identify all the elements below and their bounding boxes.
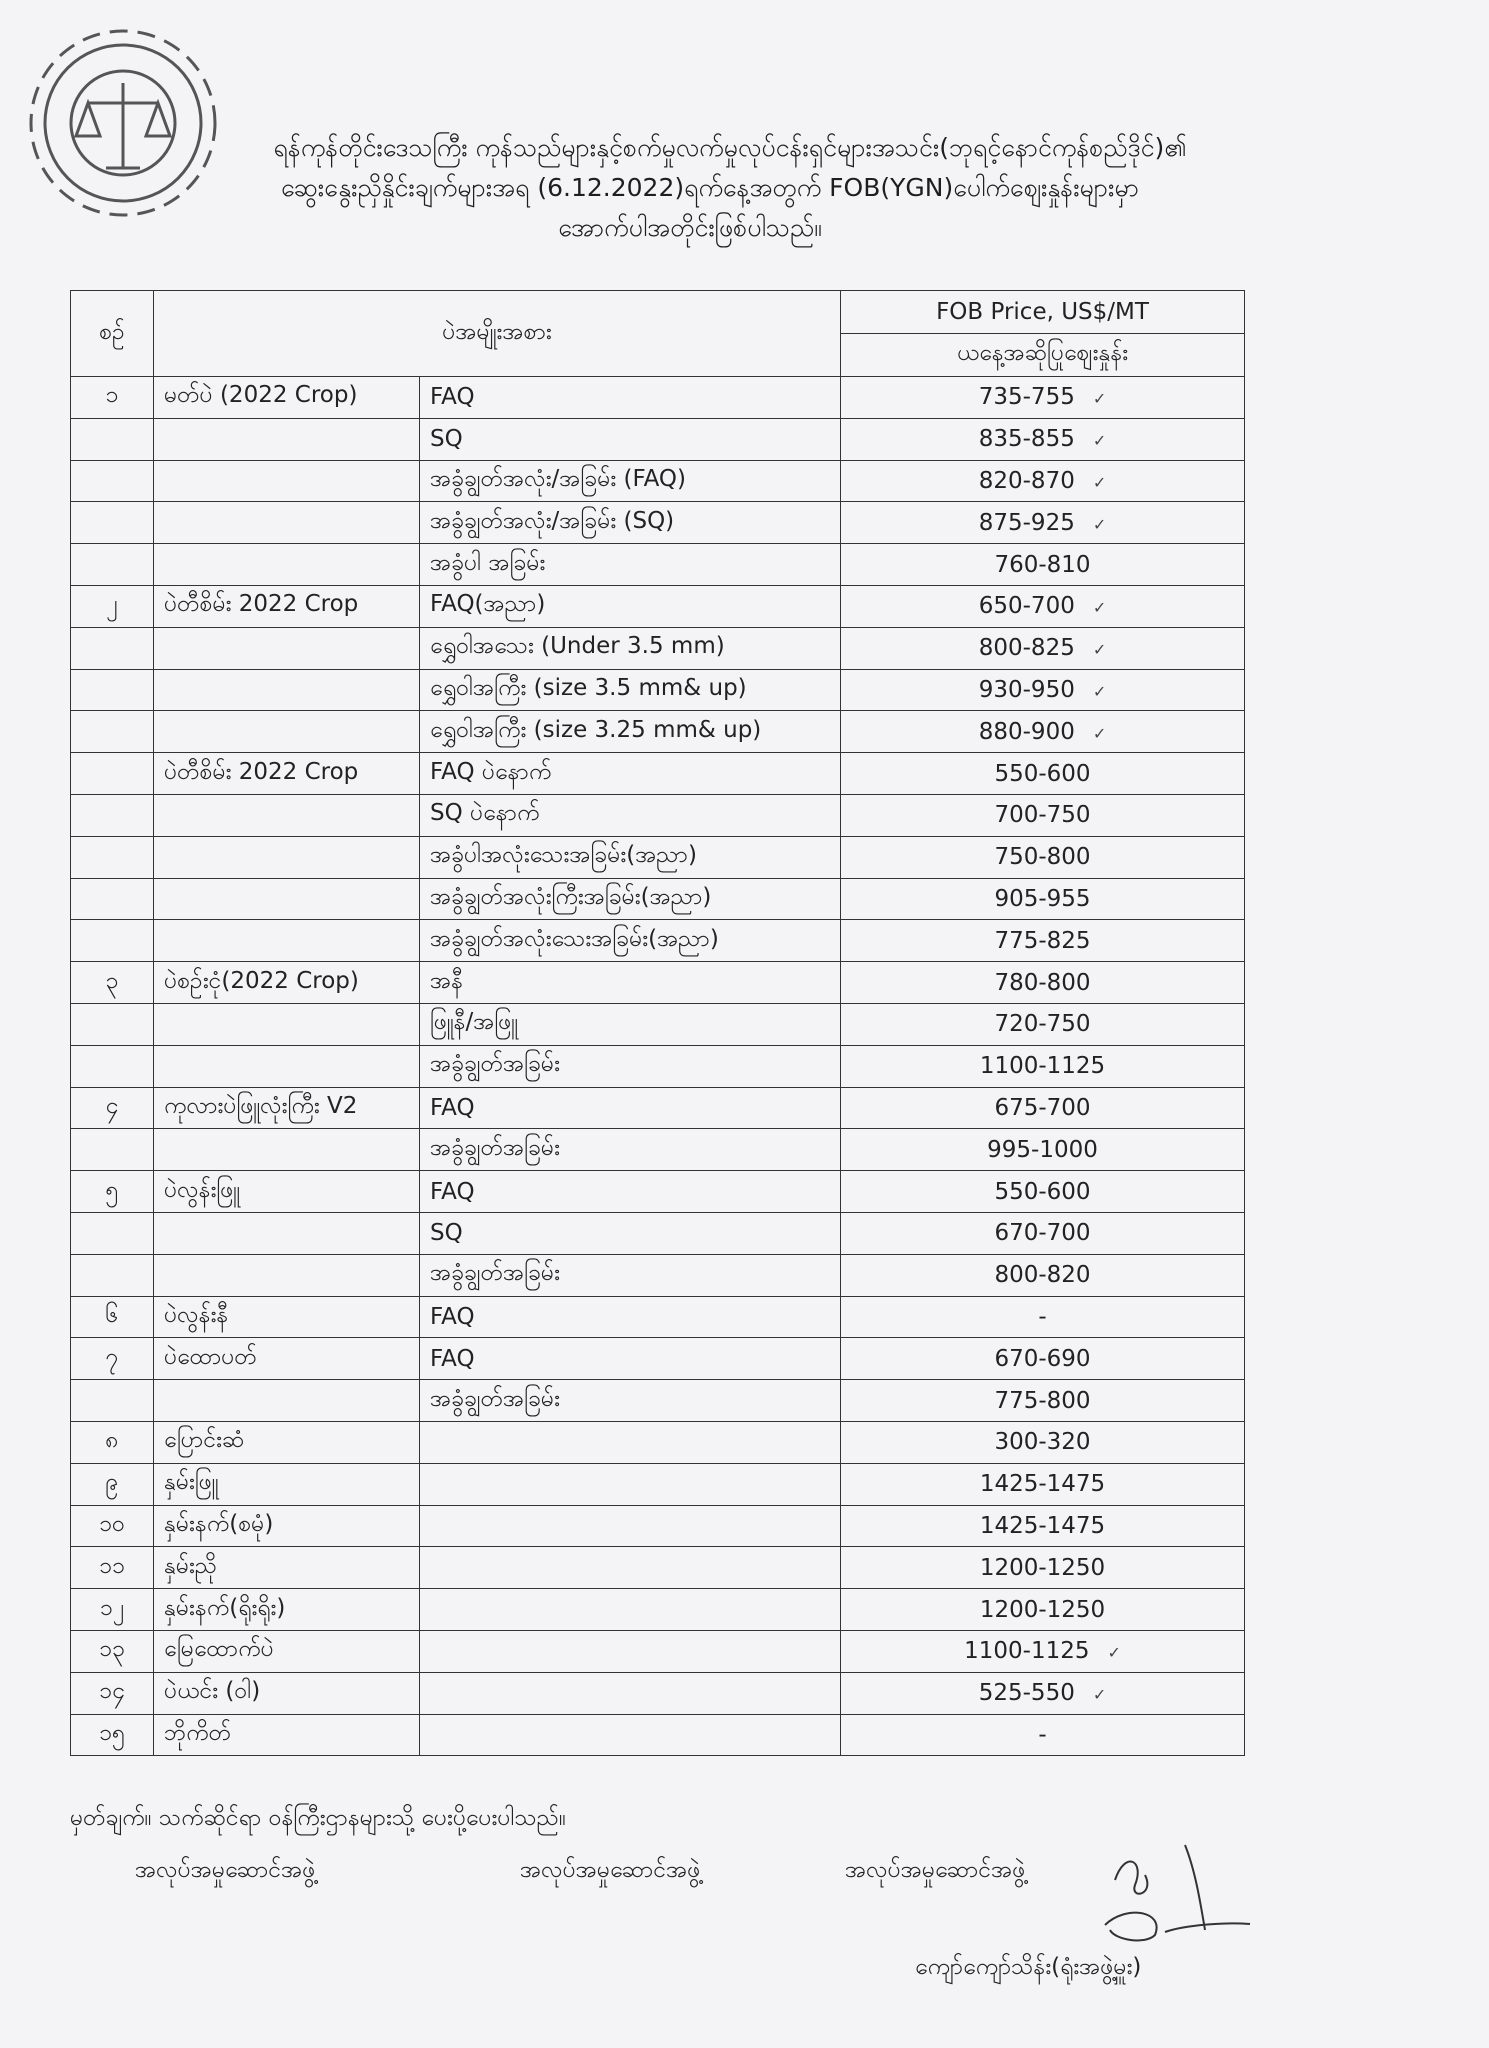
row-price-text: 650-700 bbox=[978, 593, 1075, 620]
row-category bbox=[154, 627, 420, 669]
header-line-3: အောက်ပါအတိုင်းဖြစ်ပါသည်။ bbox=[558, 213, 822, 242]
row-price-text: 775-825 bbox=[994, 927, 1091, 954]
row-price bbox=[841, 1505, 1245, 1547]
document-header bbox=[100, 128, 1280, 248]
header-line-2: ဆွေးနွေးညှိနှိုင်းချက်များအရ (6.12.2022)ရက်နေ့အတွက် FOB(YGN)ပေါက်ဈေးနှုန်းများမှာ bbox=[281, 173, 1139, 202]
row-grade bbox=[420, 1547, 841, 1589]
row-price bbox=[841, 1045, 1245, 1087]
row-grade bbox=[420, 753, 841, 795]
header-line-1: ရန်ကုန်တိုင်းဒေသကြီး ကုန်သည်များနှင့်စက်မှုလက်မှုလုပ်ငန်းရှင်များအသင်း(ဘုရင့်နောင်ကုန်စည်ဒိုင်)၏ bbox=[273, 133, 1187, 162]
row-price-text: 760-810 bbox=[994, 551, 1091, 578]
row-grade bbox=[420, 1714, 841, 1756]
table-row bbox=[71, 627, 1245, 669]
row-price-text: 800-820 bbox=[994, 1262, 1091, 1289]
row-number bbox=[71, 585, 154, 627]
table-row bbox=[71, 1212, 1245, 1254]
column-header-no: စဉ် bbox=[71, 291, 154, 377]
table-row bbox=[71, 1003, 1245, 1045]
signature-label-1: အလုပ်အမှုဆောင်အဖွဲ့ bbox=[135, 1857, 316, 1883]
signer-name: ကျော်ကျော်သိန်း(ရုံးအဖွဲ့မှူး) bbox=[915, 1954, 1142, 1980]
row-grade-text: ရွှေဝါအကြီး (size 3.5 mm& up) bbox=[430, 674, 747, 701]
row-category bbox=[154, 1212, 420, 1254]
row-category-text: ပြောင်းဆံ bbox=[164, 1427, 245, 1454]
row-number-text: ၈ bbox=[105, 1427, 119, 1454]
row-grade-text: FAQ bbox=[430, 1094, 475, 1121]
table-row bbox=[71, 836, 1245, 878]
row-price-text: 1100-1125 bbox=[964, 1638, 1090, 1665]
row-grade-text: အခွံချွတ်အခြမ်း bbox=[430, 1385, 560, 1412]
check-mark-icon: ✓ bbox=[1092, 389, 1107, 409]
row-grade bbox=[420, 585, 841, 627]
row-grade bbox=[420, 544, 841, 586]
check-mark-icon: ✓ bbox=[1092, 431, 1107, 451]
row-number bbox=[71, 1171, 154, 1213]
row-number-text: ၁၂ bbox=[99, 1594, 125, 1621]
row-number bbox=[71, 1296, 154, 1338]
table-row bbox=[71, 669, 1245, 711]
row-category bbox=[154, 1338, 420, 1380]
row-price-text: 800-825 bbox=[978, 635, 1075, 662]
row-price bbox=[841, 627, 1245, 669]
row-grade bbox=[420, 1505, 841, 1547]
row-category-text: ပဲယင်း (ဝါ) bbox=[164, 1678, 261, 1705]
row-number bbox=[71, 1505, 154, 1547]
row-category-text: ဘိုကိတ် bbox=[164, 1719, 232, 1746]
row-category bbox=[154, 544, 420, 586]
row-grade bbox=[420, 1003, 841, 1045]
row-price-text: 775-800 bbox=[994, 1387, 1091, 1414]
row-category bbox=[154, 794, 420, 836]
row-number bbox=[71, 669, 154, 711]
row-number bbox=[71, 502, 154, 544]
table-row bbox=[71, 1296, 1245, 1338]
row-number bbox=[71, 920, 154, 962]
row-price bbox=[841, 1338, 1245, 1380]
check-mark-icon: ✓ bbox=[1107, 1643, 1121, 1663]
table-row bbox=[71, 502, 1245, 544]
column-header-price-sub: ယနေ့အဆိုပြုဈေးနှုန်း bbox=[841, 334, 1245, 377]
table-row bbox=[71, 1463, 1245, 1505]
row-price-text: 1200-1250 bbox=[979, 1596, 1106, 1623]
row-price bbox=[841, 1212, 1245, 1254]
row-category-text: နှမ်းဖြူ bbox=[164, 1469, 219, 1496]
check-mark-icon: ✓ bbox=[1092, 1685, 1107, 1705]
row-grade bbox=[420, 1338, 841, 1380]
row-category bbox=[154, 1045, 420, 1087]
row-category bbox=[154, 377, 420, 419]
row-category bbox=[154, 711, 420, 753]
row-category bbox=[154, 1589, 420, 1631]
row-category bbox=[154, 669, 420, 711]
row-grade-text: အနီ bbox=[430, 967, 464, 994]
row-price bbox=[841, 544, 1245, 586]
check-mark-icon: ✓ bbox=[1092, 723, 1107, 743]
row-grade-text: SQ ပဲနောက် bbox=[430, 800, 540, 827]
row-grade bbox=[420, 711, 841, 753]
row-price bbox=[841, 1630, 1245, 1672]
row-number bbox=[71, 1087, 154, 1129]
row-price-text: - bbox=[1038, 1303, 1047, 1330]
row-price-text: 780-800 bbox=[994, 969, 1091, 996]
row-grade bbox=[420, 418, 841, 460]
row-price-text: 670-700 bbox=[994, 1220, 1091, 1247]
row-category bbox=[154, 836, 420, 878]
row-price bbox=[841, 1380, 1245, 1422]
row-price bbox=[841, 920, 1245, 962]
row-category bbox=[154, 460, 420, 502]
row-grade-text: FAQ bbox=[430, 1345, 475, 1372]
row-grade bbox=[420, 627, 841, 669]
row-category-text: နှမ်းညို bbox=[164, 1552, 218, 1579]
row-number bbox=[71, 1212, 154, 1254]
check-mark-icon: ✓ bbox=[1092, 681, 1107, 701]
row-number bbox=[71, 460, 154, 502]
row-grade bbox=[420, 1171, 841, 1213]
row-category-text: ပဲတီစိမ်း 2022 Crop bbox=[164, 591, 359, 618]
row-grade bbox=[420, 836, 841, 878]
row-category bbox=[154, 753, 420, 795]
column-header-item: ပဲအမျိုးအစား bbox=[154, 291, 841, 377]
row-category bbox=[154, 1672, 420, 1714]
table-row bbox=[71, 920, 1245, 962]
row-category bbox=[154, 1463, 420, 1505]
row-price bbox=[841, 1129, 1245, 1171]
row-price bbox=[841, 585, 1245, 627]
table-row bbox=[71, 1171, 1245, 1213]
table-row bbox=[71, 418, 1245, 460]
row-grade bbox=[420, 962, 841, 1004]
row-grade bbox=[420, 1045, 841, 1087]
row-price bbox=[841, 377, 1245, 419]
row-number bbox=[71, 1254, 154, 1296]
row-price-text: 930-950 bbox=[978, 676, 1075, 703]
row-category bbox=[154, 1714, 420, 1756]
row-grade bbox=[420, 1129, 841, 1171]
row-price bbox=[841, 711, 1245, 753]
row-price-text: 670-690 bbox=[994, 1345, 1091, 1372]
footer-note: မှတ်ချက်။ သက်ဆိုင်ရာ ဝန်ကြီးဌာနများသို့ ပေးပို့ပေးပါသည်။ bbox=[70, 1805, 566, 1831]
price-table bbox=[70, 290, 1245, 1756]
row-price bbox=[841, 878, 1245, 920]
row-grade bbox=[420, 377, 841, 419]
row-grade bbox=[420, 1630, 841, 1672]
row-category bbox=[154, 920, 420, 962]
table-row bbox=[71, 1505, 1245, 1547]
row-grade-text: FAQ ပဲနောက် bbox=[430, 758, 552, 785]
row-number-text: ၂ bbox=[106, 591, 118, 618]
row-price bbox=[841, 1296, 1245, 1338]
table-row bbox=[71, 962, 1245, 1004]
row-price-text: 875-925 bbox=[978, 509, 1075, 536]
row-price-text: - bbox=[1038, 1721, 1047, 1748]
table-row bbox=[71, 1589, 1245, 1631]
row-category-text: ပဲလွန်းနီ bbox=[164, 1301, 229, 1328]
row-category-text: နှမ်းနက်(ရိုးရိုး) bbox=[164, 1594, 286, 1621]
row-number-text: ၁ bbox=[105, 382, 119, 409]
row-number-text: ၁၄ bbox=[99, 1678, 125, 1705]
row-price-text: 905-955 bbox=[994, 885, 1091, 912]
row-number bbox=[71, 794, 154, 836]
row-grade-text: အခွံပါ အခြမ်း bbox=[430, 549, 546, 576]
row-category bbox=[154, 1129, 420, 1171]
row-price bbox=[841, 962, 1245, 1004]
row-price bbox=[841, 669, 1245, 711]
row-grade bbox=[420, 1672, 841, 1714]
row-grade-text: အခွံချွတ်အခြမ်း bbox=[430, 1051, 560, 1078]
row-grade-text: FAQ(အညာ) bbox=[430, 591, 546, 618]
row-price-text: 700-750 bbox=[994, 802, 1091, 829]
price-table-body bbox=[71, 377, 1245, 1756]
row-price-text: 1100-1125 bbox=[979, 1053, 1106, 1080]
row-number bbox=[71, 1421, 154, 1463]
row-price bbox=[841, 1672, 1245, 1714]
row-number bbox=[71, 1589, 154, 1631]
row-grade bbox=[420, 878, 841, 920]
row-grade bbox=[420, 1087, 841, 1129]
row-grade-text: FAQ bbox=[430, 1178, 475, 1205]
row-number bbox=[71, 627, 154, 669]
row-number bbox=[71, 1463, 154, 1505]
row-price bbox=[841, 460, 1245, 502]
row-category-text: ပဲတီစိမ်း 2022 Crop bbox=[164, 758, 359, 785]
table-row bbox=[71, 1254, 1245, 1296]
row-number-text: ၁၅ bbox=[99, 1719, 125, 1746]
row-grade-text: အခွံချွတ်အလုံး/အခြမ်း (FAQ) bbox=[430, 465, 686, 492]
row-category bbox=[154, 1630, 420, 1672]
row-number bbox=[71, 377, 154, 419]
row-price bbox=[841, 1589, 1245, 1631]
row-category bbox=[154, 962, 420, 1004]
row-category-text: ပဲထောပတ် bbox=[164, 1343, 257, 1370]
handwritten-signature bbox=[1085, 1840, 1255, 1950]
row-price bbox=[841, 1003, 1245, 1045]
row-category bbox=[154, 1505, 420, 1547]
row-price-text: 525-550 bbox=[978, 1680, 1075, 1707]
table-row bbox=[71, 1714, 1245, 1756]
row-category bbox=[154, 878, 420, 920]
table-row bbox=[71, 794, 1245, 836]
row-price-text: 1200-1250 bbox=[979, 1554, 1106, 1581]
row-number bbox=[71, 753, 154, 795]
row-price-text: 550-600 bbox=[994, 760, 1091, 787]
row-grade-text: SQ bbox=[430, 1220, 463, 1247]
check-mark-icon: ✓ bbox=[1092, 514, 1107, 534]
row-number-text: ၁၃ bbox=[99, 1636, 125, 1663]
row-number bbox=[71, 1630, 154, 1672]
row-price-text: 300-320 bbox=[994, 1429, 1091, 1456]
row-price bbox=[841, 1421, 1245, 1463]
row-number bbox=[71, 962, 154, 1004]
row-number bbox=[71, 544, 154, 586]
row-number-text: ၁၀ bbox=[99, 1510, 125, 1537]
row-grade bbox=[420, 1254, 841, 1296]
row-grade bbox=[420, 1380, 841, 1422]
row-price bbox=[841, 1714, 1245, 1756]
row-category-text: ပဲစဉ်းငုံ(2022 Crop) bbox=[164, 967, 359, 994]
row-price bbox=[841, 836, 1245, 878]
row-number-text: ၄ bbox=[105, 1092, 119, 1119]
table-row bbox=[71, 1547, 1245, 1589]
row-grade-text: ဖြူနီ/အဖြူ bbox=[430, 1009, 519, 1036]
row-grade bbox=[420, 669, 841, 711]
check-mark-icon: ✓ bbox=[1092, 472, 1107, 492]
signature-label-2: အလုပ်အမှုဆောင်အဖွဲ့ bbox=[520, 1857, 701, 1883]
row-number bbox=[71, 1045, 154, 1087]
row-number-text: ၆ bbox=[105, 1301, 119, 1328]
row-price-text: 835-855 bbox=[978, 426, 1075, 453]
row-price bbox=[841, 502, 1245, 544]
row-number bbox=[71, 1003, 154, 1045]
row-number bbox=[71, 711, 154, 753]
row-grade bbox=[420, 1463, 841, 1505]
column-header-price: FOB Price, US$/MT bbox=[841, 291, 1245, 334]
row-category bbox=[154, 1003, 420, 1045]
row-grade-text: အခွံချွတ်အခြမ်း bbox=[430, 1260, 560, 1287]
row-price-text: 750-800 bbox=[994, 844, 1091, 871]
row-price-text: 820-870 bbox=[978, 467, 1075, 494]
row-grade bbox=[420, 1296, 841, 1338]
row-price-text: 1425-1475 bbox=[979, 1512, 1106, 1539]
row-number bbox=[71, 1672, 154, 1714]
row-price-text: 550-600 bbox=[994, 1178, 1091, 1205]
row-grade bbox=[420, 502, 841, 544]
row-number-text: ၅ bbox=[105, 1176, 119, 1203]
row-price-text: 720-750 bbox=[994, 1011, 1091, 1038]
row-number-text: ၃ bbox=[105, 967, 119, 994]
row-grade-text: FAQ bbox=[430, 1303, 475, 1330]
row-grade bbox=[420, 1589, 841, 1631]
row-category bbox=[154, 502, 420, 544]
row-category-text: မြေထောက်ပဲ bbox=[164, 1636, 274, 1663]
row-grade bbox=[420, 920, 841, 962]
table-row bbox=[71, 711, 1245, 753]
table-row bbox=[71, 1421, 1245, 1463]
table-row bbox=[71, 460, 1245, 502]
row-price-text: 1425-1475 bbox=[979, 1471, 1106, 1498]
row-price bbox=[841, 1463, 1245, 1505]
row-category bbox=[154, 585, 420, 627]
row-category bbox=[154, 1171, 420, 1213]
table-row bbox=[71, 1338, 1245, 1380]
row-number bbox=[71, 836, 154, 878]
row-category-text: ကုလားပဲဖြူလုံးကြီး V2 bbox=[164, 1092, 358, 1119]
row-grade-text: အခွံချွတ်အလုံးကြီးအခြမ်း(အညာ) bbox=[430, 883, 712, 910]
row-grade bbox=[420, 1421, 841, 1463]
row-price-text: 880-900 bbox=[978, 718, 1075, 745]
row-number-text: ၉ bbox=[105, 1469, 119, 1496]
row-category bbox=[154, 1380, 420, 1422]
row-price-text: 735-755 bbox=[978, 384, 1075, 411]
row-category bbox=[154, 418, 420, 460]
row-price bbox=[841, 753, 1245, 795]
table-row bbox=[71, 878, 1245, 920]
row-grade-text: အခွံချွတ်အခြမ်း bbox=[430, 1134, 560, 1161]
row-category bbox=[154, 1547, 420, 1589]
signature-label-3: အလုပ်အမှုဆောင်အဖွဲ့ bbox=[845, 1857, 1026, 1883]
table-row bbox=[71, 1129, 1245, 1171]
row-grade-text: SQ bbox=[430, 426, 463, 453]
table-row bbox=[71, 753, 1245, 795]
row-grade-text: FAQ bbox=[430, 384, 475, 411]
row-grade-text: အခွံချွတ်အလုံးသေးအခြမ်း(အညာ) bbox=[430, 925, 719, 952]
row-price bbox=[841, 1254, 1245, 1296]
row-grade-text: အခွံပါအလုံးသေးအခြမ်း(အညာ) bbox=[430, 842, 697, 869]
row-number bbox=[71, 1547, 154, 1589]
table-row bbox=[71, 544, 1245, 586]
row-category bbox=[154, 1254, 420, 1296]
table-row bbox=[71, 1380, 1245, 1422]
row-price bbox=[841, 418, 1245, 460]
row-category-text: မတ်ပဲ (2022 Crop) bbox=[164, 382, 358, 409]
check-mark-icon: ✓ bbox=[1092, 640, 1107, 660]
table-row bbox=[71, 1087, 1245, 1129]
row-grade-text: ရွှေဝါအကြီး (size 3.25 mm& up) bbox=[430, 716, 762, 743]
row-number bbox=[71, 1380, 154, 1422]
row-category bbox=[154, 1087, 420, 1129]
row-number-text: ၇ bbox=[105, 1343, 119, 1370]
row-number bbox=[71, 1338, 154, 1380]
row-number bbox=[71, 1714, 154, 1756]
row-price-text: 995-1000 bbox=[987, 1136, 1098, 1163]
row-grade bbox=[420, 1212, 841, 1254]
row-number bbox=[71, 878, 154, 920]
table-row bbox=[71, 1045, 1245, 1087]
row-grade bbox=[420, 794, 841, 836]
row-grade-text: အခွံချွတ်အလုံး/အခြမ်း (SQ) bbox=[430, 507, 675, 534]
table-row bbox=[71, 1630, 1245, 1672]
row-category-text: ပဲလွန်းဖြူ bbox=[164, 1176, 241, 1203]
row-number bbox=[71, 418, 154, 460]
row-price bbox=[841, 1171, 1245, 1213]
table-row bbox=[71, 1672, 1245, 1714]
table-row bbox=[71, 585, 1245, 627]
row-category bbox=[154, 1421, 420, 1463]
row-number-text: ၁၁ bbox=[99, 1552, 125, 1579]
row-price bbox=[841, 1547, 1245, 1589]
row-category-text: နှမ်းနက်(စမုံ) bbox=[164, 1510, 274, 1537]
row-grade-text: ရွှေဝါအသေး (Under 3.5 mm) bbox=[430, 633, 725, 660]
row-grade bbox=[420, 460, 841, 502]
table-row bbox=[71, 377, 1245, 419]
row-number bbox=[71, 1129, 154, 1171]
row-price bbox=[841, 1087, 1245, 1129]
check-mark-icon: ✓ bbox=[1092, 598, 1107, 618]
row-category bbox=[154, 1296, 420, 1338]
row-price-text: 675-700 bbox=[994, 1094, 1091, 1121]
row-price bbox=[841, 794, 1245, 836]
